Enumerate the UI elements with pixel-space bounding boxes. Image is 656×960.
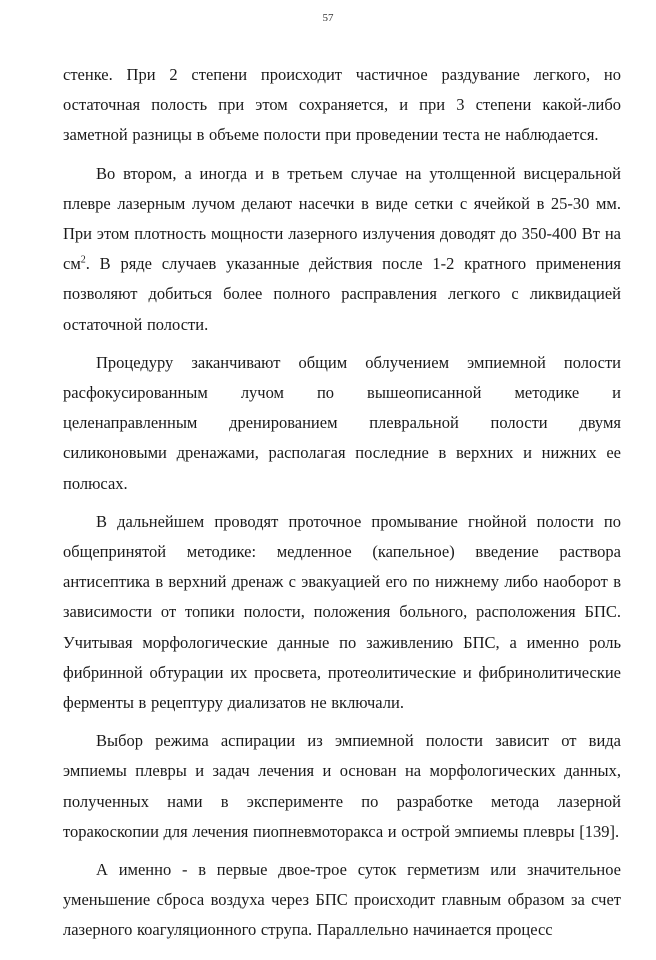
paragraph-procedure-completion: Процедуру заканчивают общим облучением эмпиемной полости расфокусированным лучом по вышеописанной методике и целенаправленным дренированием плевральной полости двумя силиконовыми дренажами, располагая последние в верхних и нижних ее полюсах. [63,352,621,493]
paragraph-laser-grid-text: Во втором, а иногда и в третьем случае на утолщенной висцеральной плевре лазерным лучом делают насечки в виде сетки с ячейкой в 25-30 мм. При этом плотность мощности лазерного излучения доводят до 350-400 Вт на см [63,163,621,274]
paragraph-laser-grid [63,159,621,340]
page-number: 57 [322,12,334,24]
paragraph-flushing: В дальнейшем проводят проточное промывание гнойной полости по общепринятой методике: медленное (капельное) введение раствора антисептика в верхний дренаж с эвакуацией его по нижнему либо наоборот в зависимости от топики полости, положения больного, расположения БПС. Учитывая морфологические данные по заживлению БПС, а именно роль фибринной обтурации их просвета, протеолитические и фибринолитические ферменты в рецептуру диализатов не включали. [63,511,621,713]
superscript-squared: 2 [80,254,86,266]
paragraph-laser-grid-text-continued: . В ряде случаев указанные действия после 1-2 кратного применения позволяют добиться более полного расправления легкого с ликвидацией остаточной полости. [63,254,621,334]
paragraph-first-days: А именно - в первые двое-трое суток герметизм или значительное уменьшение сброса воздуха через БПС происходит главным образом за счет лазерного коагуляционного струпа. Параллельно начинается процесс [63,860,621,940]
paragraph-aspiration-mode: Выбор режима аспирации из эмпиемной полости зависит от вида эмпиемы плевры и задач лечения и основан на морфологических данных, полученных нами в эксперименте по разработке метода лазерной торакоскопии для лечения пиопневмоторакса и острой эмпиемы плевры [139]. [63,731,621,841]
paragraph-continuation: стенке. При 2 степени происходит частичное раздувание легкого, но остаточная полость при этом сохраняется, и при 3 степени какой-либо заметной разницы в объеме полости при проведении теста не наблюдается. [63,65,621,145]
document-body [63,60,621,954]
